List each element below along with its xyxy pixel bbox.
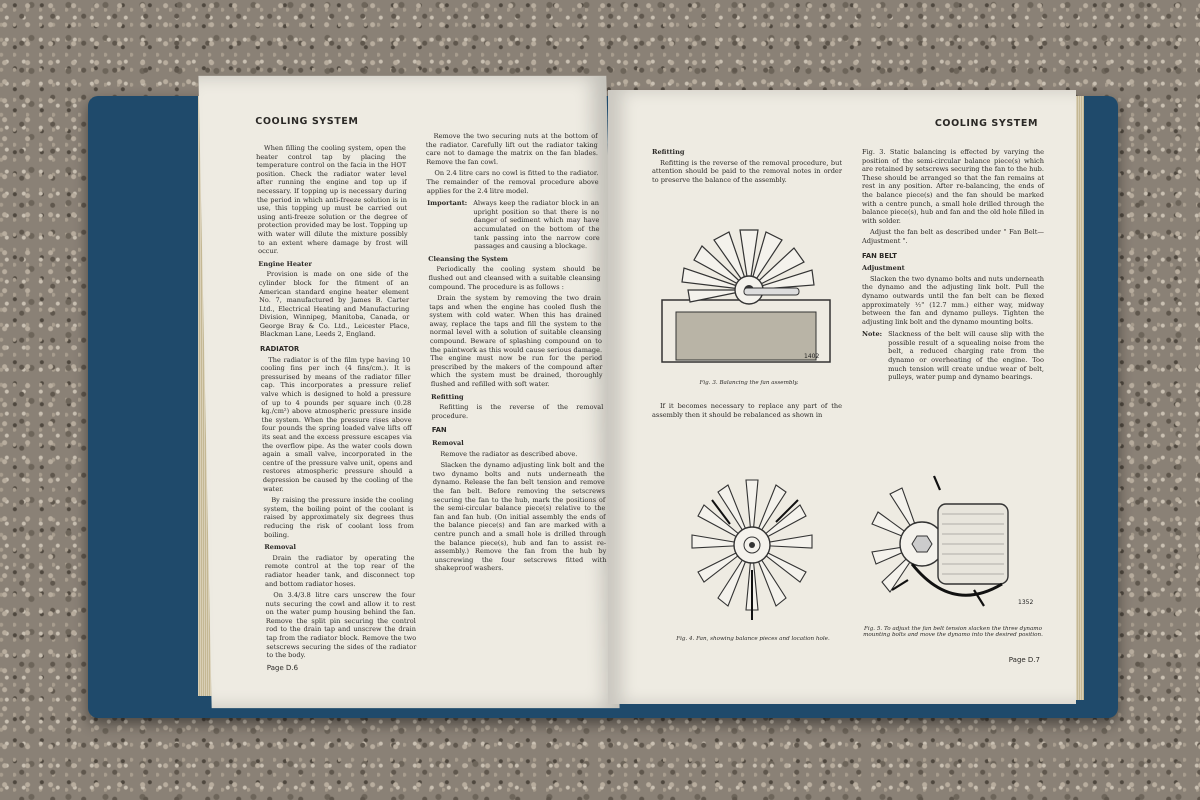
right-column-2-text [862,148,1044,386]
paragraph: Remove the radiator as described above. [440,449,578,458]
paragraph: Slacken the two dynamo bolts and nuts underneath the dynamo and the adjusting link bolt. Pull the dynamo outwards until the fan belt can be flexed approximately ½" (12.7 mm.) either way, midway between the fan and dynamo pulleys. Tighten the adjusting link bolt and the dynamo mounting bolts. [862,274,1044,326]
page-header: COOLING SYSTEM [255,115,359,127]
paragraph: Remove the two securing nuts at the bottom of the radiator. Carefully lift out the radiator taking care not to damage the matrix on the fan blades. Remove the fan cowl. [425,131,599,166]
paragraph: Provision is made on one side of the cylinder block for the fitment of an American standard engine heater element No. 7, manufactured by James B. Carter Ltd., Electrical Heating and Manufacturing Division, Winnipeg, Manitoba, Canada, or George Bray & Co. Ltd., Leicester Place, Blackman Lane, Leeds 2, England. [258,270,410,339]
section-title: Engine Heater [258,259,313,268]
figure-number: 1402 [804,353,820,360]
page-header: COOLING SYSTEM [934,118,1038,129]
figure-number: 1352 [1018,599,1034,606]
right-page [608,90,1076,704]
note [862,330,1044,382]
section-title: RADIATOR [260,345,300,354]
fan-belt-adjustment-figure [862,464,1046,614]
paragraph: When filling the cooling system, open the heater control tap by placing the temperature control on the facia in the HOT position. Check the radiator water level after running the engine and top up if necessary. If topping up is necessary during the period in which anti-freeze solution is in use, this topping up must be carried out using anti-freeze solution or the degree of protection provided may be lost. Topping up with water will dilute the mixture possibly to an extent where damage by frost will occur. [256,143,408,256]
paragraph: Refitting is the reverse of the removal procedure. [431,403,604,420]
paragraph: By raising the pressure inside the cooling system, the boiling point of the coolant is raised by approximately six degrees thus reducing the risk of coolant loss from boiling. [263,496,414,539]
paragraph: Slacken the dynamo adjusting link bolt and the two dynamo bolts and nuts underneath the dynamo. Release the fan belt tension and remove the fan belt. Before removing the setscrews securing the fan to the hub, mark the positions of the semi-circular balance piece(s) relative to the fan and fan hub. (On initial assembly the ends of the balance piece(s) and fan are marked with a centre punch and a small hole is drilled through the balance piece(s), hub and fan to assist re-assembly.) Remove the fan from the hub by unscrewing the four setscrews fitted with shakeproof washers. [432,461,607,573]
figure-caption: Fig. 4. Fan, showing balance pieces and location hole. [676,636,830,642]
paragraph: Fig. 3. Static balancing is effected by varying the position of the semi-circular balance piece(s) which are retained by setscrews securing the fan to the hub. These should be arranged so that the fan remains at rest in any position. After re-balancing, the ends of the balance piece(s) and the fan should be marked with a centre punch, a small hole drilled through the balance piece(s), hub and fan and the old hole filled in with solder. [862,148,1044,225]
section-title: Refitting [431,392,464,401]
paragraph: If it becomes necessary to replace any part of the assembly then it should be rebalanced as shown in [652,402,842,419]
section-title: Removal [431,439,464,448]
important-note [427,199,600,251]
paragraph: Adjust the fan belt as described under " Fan Belt—Adjustment ". [862,228,1044,245]
paragraph: The radiator is of the film type having 10 cooling fins per inch (4 fins/cm.). It is pressurised by means of the radiator filler cap. This incorporates a pressure relief valve which is designed to hold a pressure of up to 4 pounds per square inch (0.28 kg./cm²) above atmospheric pressure inside the system. When the pressure rises above four pounds the spring loaded valve lifts off its seat and the excess pressure escapes via the overflow pipe. As the water cools down again a small valve, incorporated in the centre of the pressure valve unit, opens and restores atmospheric pressure should a depression be caused by the cooling of the water. [260,355,413,493]
left-column-2 [426,132,607,576]
paragraph: Refitting is the reverse of the removal procedure, but attention should be paid to the removal notes in order to preserve the balance of the assembly. [652,158,842,184]
right-column-1-text [652,148,842,187]
section-title: Refitting [652,148,685,156]
paragraph: Periodically the cooling system should be flushed out and cleansed with a suitable cleansing compound. The procedure is as follows : [428,265,601,291]
paragraph: On 3.4/3.8 litre cars unscrew the four nuts securing the cowl and allow it to rest on the water pump housing behind the fan. Remove the split pin securing the control rod to the drain tap and unscrew the drain tap from the radiator block. Remove the two setscrews securing the sides of the radiator to the body. [265,591,417,660]
note-label: Important: [426,199,468,208]
section-title: Removal [264,543,297,552]
section-title: Adjustment [862,264,905,273]
figure-caption: Fig. 5. To adjust the fan belt tension slacken the three dynamo mounting bolts and move the dynamo into the desired position. [863,626,1043,638]
section-title: FAN BELT [862,251,897,260]
section-title: FAN [431,426,447,435]
left-page [198,76,619,708]
page-number: Page D.7 [1008,656,1040,664]
paragraph: Drain the system by removing the two drain taps and when the engine has cooled flush the system with cold water. When this has drained away, replace the taps and fill the system to the normal level with a solution of suitable cleansing compound. Beware of splashing compound on to the paintwork as this would cause serious damage. The engine must now be run for the period prescribed by the makers of the compound after which the system must be drained, thoroughly flushed and refilled with soft water. [429,294,603,389]
page-number: Page D.6 [266,664,299,673]
fan-balance-pieces-figure [672,460,832,630]
section-title: Cleansing the System [428,254,509,263]
paragraph: On 2.4 litre cars no cowl is fitted to the radiator. The remainder of the removal procedure above applies for the 2.4 litre model. [426,169,599,195]
figure-caption: Fig. 3. Balancing the fan assembly. [699,380,799,386]
right-column-1-text-2 [652,402,842,422]
note-text: Always keep the radiator block in an upright position so that there is no danger of sediment which may have accumulated on the bottom of the tank passing into the narrow core passages and causing a blockage. [473,199,600,251]
paragraph: Drain the radiator by operating the remote control at the top rear of the radiator header tank, and disconnect top and bottom radiator hoses. [264,553,415,588]
fan-balancing-figure [654,190,844,370]
left-column-1 [256,144,417,663]
note-label: Note: [862,330,883,339]
note-text: Slackness of the belt will cause slip with the possible result of a squealing noise from the belt, a reduced charging rate from the dynamo or overheating of the engine. Too much tension will create undue wear of belt, pulleys, water pump and dynamo bearings. [888,330,1044,382]
